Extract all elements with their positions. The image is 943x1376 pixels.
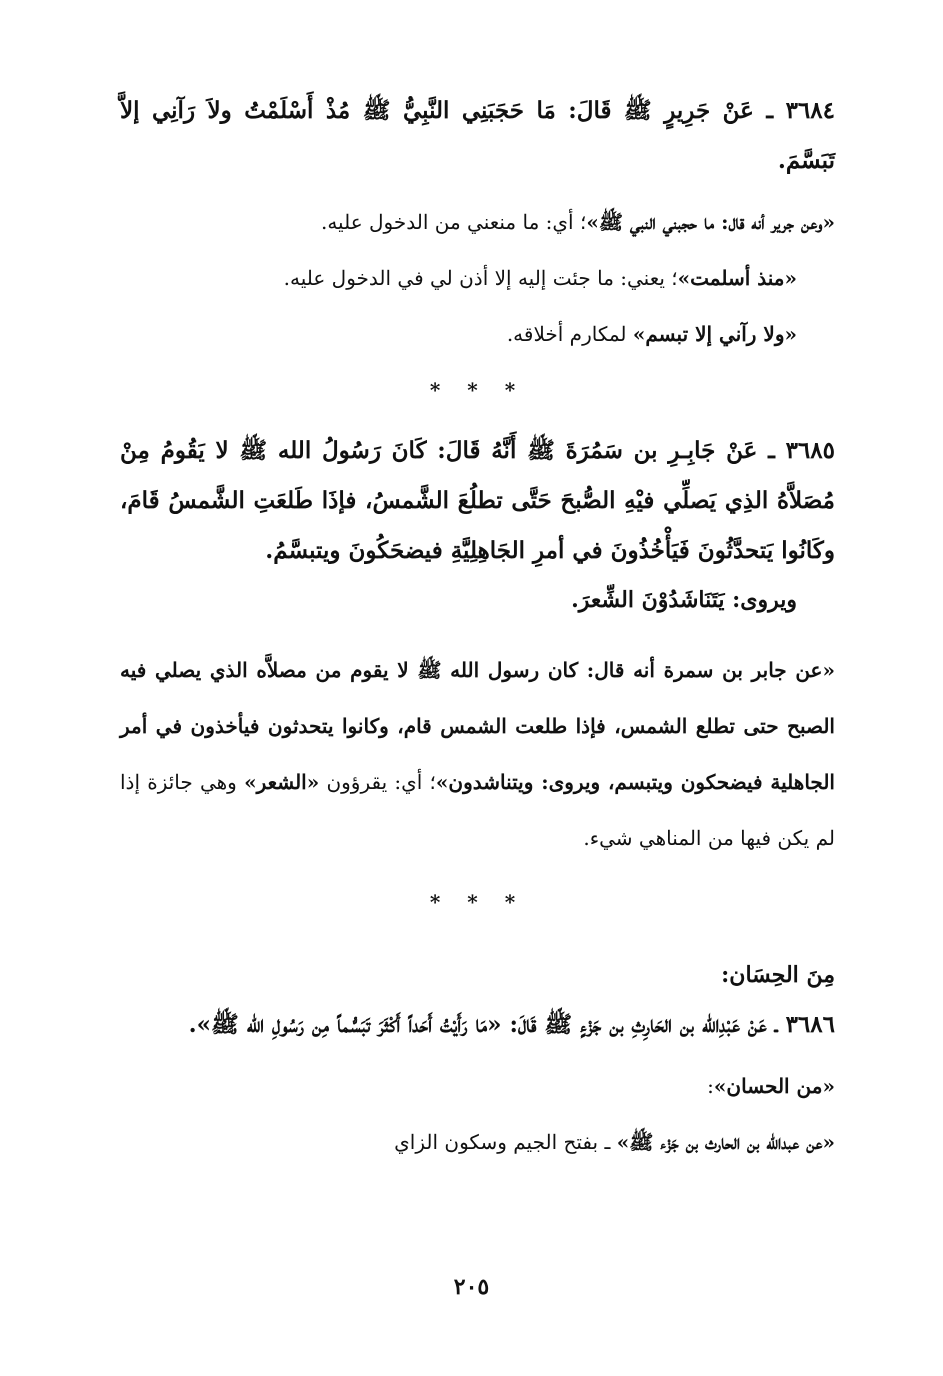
commentary-text: :: [707, 1074, 714, 1098]
commentary-quote: «وعن جرير أنه قال: ما حجبني النبي ﷺ»: [586, 210, 835, 234]
commentary-paragraph: [120, 1058, 835, 1114]
hadith-3686-text: ٣٦٨٦ ـ عَنْ عَبْدِالله بن الحَارِثِ بن جَزْءٍ ﷺ قَالَ: «مَا رَأَيْتُ أَحَداً أَكْثَرَ تَبَسُّماً مِن رَسُولِ الله ﷺ».: [188, 1011, 835, 1038]
commentary-quote: «من الحسان»: [713, 1074, 835, 1098]
commentary-quote: «منذ أسلمت»: [677, 266, 797, 290]
hadith-3685-riwaya: ويروى: يَتَنَاشَدُوْنَ الشِّعرَ.: [571, 587, 797, 613]
commentary-text: وهي جائزة إذا لم يكن فيها من المناهي شيء.: [120, 770, 835, 850]
commentary-paragraph: [120, 250, 835, 306]
commentary-quote: «ولا رآني إلا تبسم»: [632, 322, 797, 346]
section-separator: * * *: [429, 378, 526, 402]
commentary-paragraph: [120, 642, 835, 866]
commentary-quote: «عن عبدالله بن الحارث بن جَزْء ﷺ»: [616, 1130, 835, 1154]
hadith-3684-text: ٣٦٨٤ ـ عَنْ جَرِيرٍ ﷺ قَالَ: مَا حَجَبَنِي النَّبِيُّ ﷺ مُذْ أَسْلَمْتُ ولاَ رَآنِي إلاَّ تَبَسَّمَ.: [120, 97, 835, 174]
commentary-paragraph: [120, 306, 835, 362]
commentary-text: ؛ يعني: ما جئت إليه إلا أذن لي في الدخول عليه.: [283, 266, 678, 290]
page-body: [120, 86, 835, 1170]
page-number: ٢٠٥: [453, 1274, 490, 1300]
commentary-quote: «الشعر»: [244, 770, 320, 794]
commentary-paragraph: [120, 1114, 835, 1170]
commentary-text: لمكارم أخلاقه.: [506, 322, 633, 346]
commentary-quote: «عن جابر بن سمرة أنه قال: كان رسول الله ﷺ لا يقوم من مصلاَّه الذي يصلي فيه الصبح حتى تطلع الشمس، فإذا طلعت الشمس قام، وكانوا يتحدثون فيأخذون في أمر الجاهلية فيضحكون ويتبسم، ويروى: ويتناشدون»: [120, 658, 835, 794]
section-separator: * * *: [429, 890, 526, 914]
hadith-3685-text: ٣٦٨٥ ـ عَنْ جَابِـرِ بن سَمُرَةَ ﷺ أَنَّهُ قَالَ: كَانَ رَسُولُ الله ﷺ لا يَقُومُ مِنْ مُصَلاَّهُ الذِي يَصلِّي فيْهِ الصُّبحَ حَتَّى تطلُعَ الشَّمسُ، فإذَا طَلعَتِ الشَّمسُ قَامَ، وكَانُوا يَتحدَّثُونَ فَيَأْخُذُونَ في أمرِ الجَاهِلِيَّةِ فيضحَكُونَ ويتبسَّمُ.: [120, 437, 835, 564]
section-heading: مِنَ الحِسَان:: [721, 962, 835, 988]
commentary-paragraph: [120, 194, 835, 250]
commentary-text: ؛ أي: يقرؤون: [319, 770, 436, 794]
commentary-text: ؛ أي: ما منعني من الدخول عليه.: [320, 210, 587, 234]
commentary-text: ـ بفتح الجيم وسكون الزاي: [394, 1130, 617, 1154]
